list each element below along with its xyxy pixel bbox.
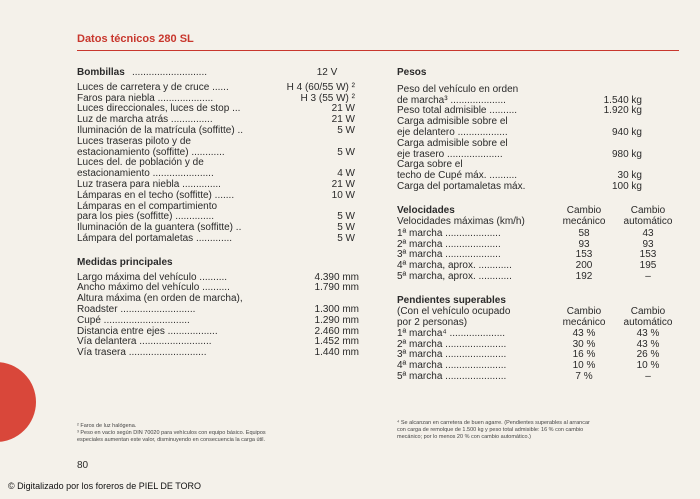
pendiente-value-manual: 7 %	[575, 370, 593, 382]
scan-credit: © Digitalizado por los foreros de PIEL DE TORO	[8, 481, 202, 491]
pendientes-col2-header-a: Cambio	[630, 305, 666, 317]
pendientes-col2-header-b: automático	[623, 316, 673, 328]
medida-label: Vía trasera ............................	[77, 347, 207, 359]
pendiente-row	[397, 329, 682, 340]
footnote-3b: especiales aumentan este valor, disminuyendo en consecuencia la carga útil.	[77, 437, 266, 443]
medida-label: Ancho máximo del vehículo ..........	[77, 282, 230, 294]
left-column	[77, 68, 367, 359]
bombilla-value: 21 W	[331, 178, 355, 190]
velocidad-label: 4ª marcha, aprox. ............	[397, 260, 512, 272]
pendiente-label: 1ª marcha⁴ ....................	[397, 327, 506, 339]
pendiente-value-manual: 30 %	[572, 338, 596, 350]
medidas-title: Medidas principales	[77, 256, 173, 268]
peso-label: eje trasero ....................	[397, 148, 503, 160]
page-number: 80	[77, 460, 89, 471]
bombilla-value: 5 W	[337, 232, 355, 244]
pendiente-row	[397, 372, 682, 383]
velocidad-value-manual: 58	[578, 227, 590, 239]
pendiente-label: 4ª marcha ......................	[397, 360, 507, 372]
bombilla-label: estacionamiento ......................	[77, 168, 214, 180]
velocidades-list	[397, 229, 682, 283]
velocidades-header	[397, 205, 682, 227]
pendiente-value-manual: 16 %	[572, 349, 596, 361]
pendiente-value-manual: 10 %	[572, 360, 596, 372]
pesos-title: Pesos	[397, 67, 427, 78]
footnote-4c: mecánico; por lo menos 20 % con cambio automático.)	[397, 434, 531, 440]
velocidad-value-automatic: 93	[642, 238, 654, 250]
footnote-4b: con carga de remolque de 1.500 kg y peso total admisible: 16 % con cambio	[397, 427, 584, 433]
bombilla-label: Lámparas en el techo (soffitte) .......	[77, 189, 235, 201]
bombillas-title-dots: ...........................	[132, 67, 208, 78]
bombilla-row	[77, 234, 367, 245]
velocidades-col1-header-a: Cambio	[566, 204, 602, 216]
bombilla-value: 5 W	[337, 124, 355, 136]
peso-label: Peso total admisible ..........	[397, 105, 518, 117]
velocidad-row	[397, 272, 682, 283]
velocidades-title: Velocidades	[397, 204, 455, 216]
right-column	[397, 68, 682, 383]
medidas-title-row	[77, 258, 367, 269]
page-title: Datos técnicos 280 SL	[77, 33, 194, 45]
pendientes-subtitle-2: por 2 personas)	[397, 316, 468, 328]
medida-label: Largo máxima del vehículo ..........	[77, 271, 228, 283]
bombilla-label: Luces de carretera y de cruce ......	[77, 81, 229, 93]
peso-value: 1.920 kg	[603, 105, 642, 117]
velocidades-col2-header-b: automático	[623, 215, 673, 227]
bombilla-label: Iluminación de la guantera (soffitte) ..	[77, 222, 242, 234]
bombilla-value: 21 W	[331, 114, 355, 126]
velocidad-value-automatic: 43	[642, 227, 654, 239]
medida-label: Cupé ...............................	[77, 314, 190, 326]
peso-label: Carga sobre el	[397, 159, 463, 171]
peso-label: Carga admisible sobre el	[397, 116, 508, 128]
peso-value: 980 kg	[611, 148, 642, 160]
pendiente-value-manual: 43 %	[572, 327, 596, 339]
medida-label: Vía delantera ..........................	[77, 336, 212, 348]
velocidad-value-manual: 93	[578, 238, 590, 250]
peso-value: 1.540 kg	[603, 94, 642, 106]
pendientes-subtitle-1: (Con el vehículo ocupado	[397, 305, 511, 317]
bombilla-label: Lámpara del portamaletas .............	[77, 232, 233, 244]
medida-value: 2.460 mm	[314, 325, 359, 337]
bombilla-label: Iluminación de la matrícula (soffitte) ..	[77, 124, 243, 136]
pendiente-label: 3ª marcha ......................	[397, 349, 507, 361]
pendiente-value-automatic: –	[645, 370, 651, 382]
pendiente-label: 2ª marcha ......................	[397, 338, 507, 350]
medida-label: Altura máxima (en orden de marcha),	[77, 293, 243, 305]
velocidades-subtitle: Velocidades máximas (km/h)	[397, 215, 525, 227]
peso-row	[397, 182, 682, 193]
velocidades-col1-header-b: mecánico	[562, 215, 606, 227]
bombillas-title-row	[77, 68, 367, 79]
peso-label: de marcha³ ....................	[397, 94, 506, 106]
pesos-list	[397, 85, 682, 193]
pendientes-title: Pendientes superables	[397, 294, 506, 306]
velocidad-label: 5ª marcha, aprox. ............	[397, 270, 512, 282]
footnote-3a: ³ Peso en vacío según DIN 70020 para vehículos con equipo básico. Equipos	[77, 430, 266, 436]
bombillas-list	[77, 83, 367, 245]
velocidad-value-manual: 200	[575, 260, 593, 272]
bombilla-row	[77, 83, 367, 94]
medida-label: Distancia entre ejes ..................	[77, 325, 218, 337]
bombilla-label: Faros para niebla ....................	[77, 92, 214, 104]
medida-value: 4.390 mm	[314, 271, 359, 283]
bombilla-value: 21 W	[331, 103, 355, 115]
bombilla-value: 5 W	[337, 211, 355, 223]
bombilla-label: Luces traseras piloto y de	[77, 135, 191, 147]
velocidad-label: 2ª marcha ....................	[397, 238, 501, 250]
medida-value: 1.300 mm	[314, 303, 359, 315]
pendiente-value-automatic: 10 %	[636, 360, 660, 372]
medida-value: 1.290 mm	[314, 314, 359, 326]
left-footnotes	[77, 423, 266, 444]
peso-value: 30 kg	[617, 170, 642, 182]
peso-label: techo de Cupé máx. ..........	[397, 170, 518, 182]
velocidad-value-manual: 192	[575, 270, 593, 282]
medida-value: 1.440 mm	[314, 347, 359, 359]
footnote-2: ² Faros de luz halógena.	[77, 423, 137, 429]
velocidad-row	[397, 229, 682, 240]
bombilla-value: 10 W	[331, 189, 355, 201]
peso-label: Carga del portamaletas máx.	[397, 180, 526, 192]
peso-value: 940 kg	[611, 126, 642, 138]
bombilla-value: 5 W	[337, 146, 355, 158]
pendientes-header	[397, 295, 682, 328]
velocidad-label: 3ª marcha ....................	[397, 249, 501, 261]
bombilla-row	[77, 191, 367, 202]
pendientes-col1-header-b: mecánico	[562, 316, 606, 328]
velocidad-value-automatic: 153	[639, 249, 657, 261]
bombilla-label: Luz de marcha atrás ...............	[77, 114, 213, 126]
medida-value: 1.452 mm	[314, 336, 359, 348]
medida-label: Roadster ...........................	[77, 303, 196, 315]
pendientes-col1-header-a: Cambio	[566, 305, 602, 317]
peso-row	[397, 85, 682, 96]
bombilla-label: Luces direccionales, luces de stop ...	[77, 103, 241, 115]
bombilla-label: Luz trasera para niebla ..............	[77, 178, 221, 190]
medida-value: 1.790 mm	[314, 282, 359, 294]
velocidad-value-automatic: –	[645, 270, 651, 282]
bombilla-value: H 3 (55 W) ²	[300, 92, 355, 104]
bombilla-value: 4 W	[337, 168, 355, 180]
velocidad-value-manual: 153	[575, 249, 593, 261]
bombillas-title: Bombillas	[77, 67, 125, 78]
bombilla-label: estacionamiento (soffitte) ............	[77, 146, 225, 158]
peso-label: Carga admisible sobre el	[397, 137, 508, 149]
bombilla-label: para los pies (soffitte) ..............	[77, 211, 215, 223]
bombilla-label: Lámparas en el compartimiento	[77, 200, 218, 212]
peso-row	[397, 139, 682, 150]
velocidades-col2-header-a: Cambio	[630, 204, 666, 216]
pendiente-value-automatic: 43 %	[636, 338, 660, 350]
velocidad-value-automatic: 195	[639, 260, 657, 272]
red-circle-decoration	[0, 362, 36, 442]
pendiente-value-automatic: 43 %	[636, 327, 660, 339]
bombilla-value: H 4 (60/55 W) ²	[286, 81, 355, 93]
footnote-4a: ⁴ Se alcanzan en carretera de buen agarre. (Pendientes superables al arrancar	[397, 420, 590, 426]
header-divider	[77, 50, 679, 51]
bombilla-value: 5 W	[337, 222, 355, 234]
bombilla-label: Luces del. de población y de	[77, 157, 204, 169]
peso-value: 100 kg	[611, 180, 642, 192]
medida-row	[77, 316, 367, 327]
peso-label: eje delantero ..................	[397, 126, 508, 138]
pendientes-list	[397, 329, 682, 383]
pesos-title-row	[397, 68, 682, 79]
medida-row	[77, 348, 367, 359]
pendiente-label: 5ª marcha ......................	[397, 370, 507, 382]
medidas-list	[77, 273, 367, 359]
pendiente-value-automatic: 26 %	[636, 349, 660, 361]
velocidad-label: 1ª marcha ....................	[397, 227, 501, 239]
peso-label: Peso del vehículo en orden	[397, 83, 519, 95]
bombilla-row	[77, 137, 367, 148]
right-footnotes	[397, 420, 590, 441]
bombillas-voltage: 12 V	[316, 67, 338, 78]
